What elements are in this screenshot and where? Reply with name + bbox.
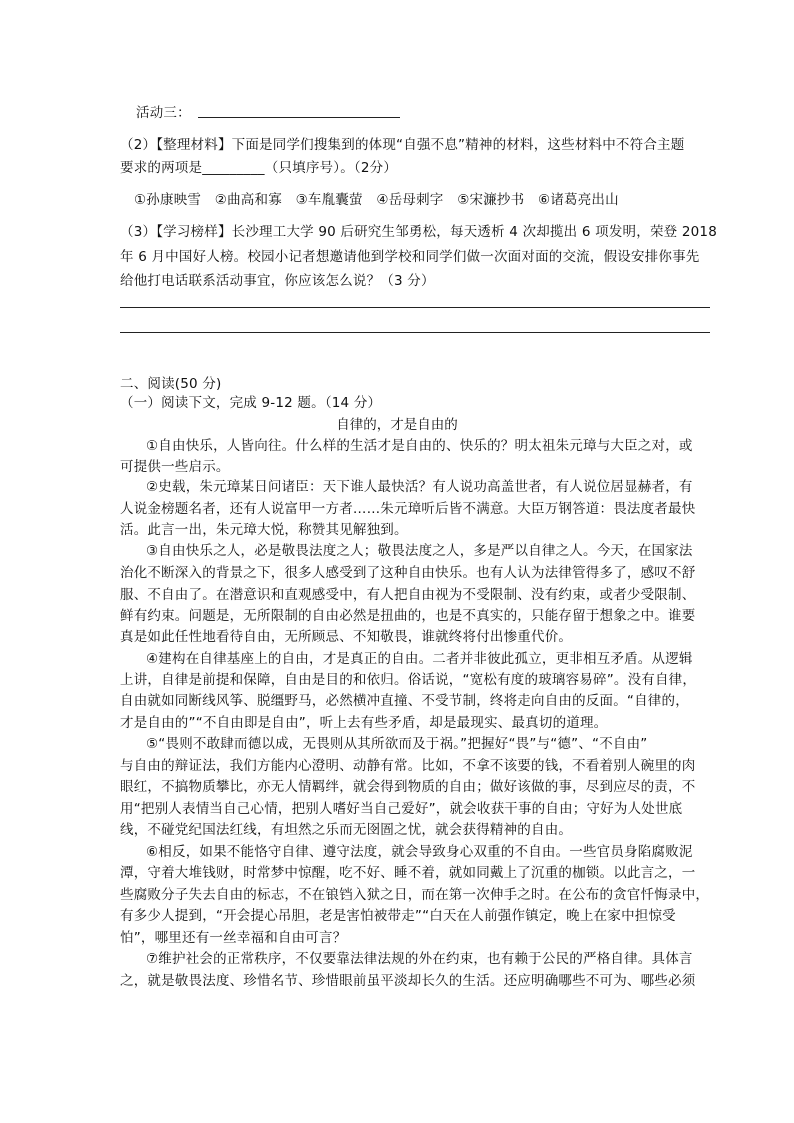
body-line: 服、不自由了。在潜意识和直观感受中，有人把自由视为不受限制、没有约束，或者少受限制、 <box>120 587 696 603</box>
q3-answer-line-1[interactable] <box>120 307 710 308</box>
section-heading: 二、阅读(50 分) <box>120 376 222 392</box>
body-line: ①自由快乐，人皆向往。什么样的生活才是自由的、快乐的？明太祖朱元璋与大臣之对，或 <box>146 438 693 454</box>
body-line: ⑦维护社会的正常秩序，不仅要靠法律法规的外在约束，也有赖于公民的严格自律。具体言 <box>146 951 693 967</box>
body-line: 真是如此任性地看待自由，无所顾忌、不知敬畏，谁就终将付出惨重代价。 <box>120 629 573 645</box>
body-line: ③自由快乐之人，必是敬畏法度之人；敬畏法度之人，多是严以自律之人。今天，在国家法 <box>146 543 693 559</box>
body-line: 治化不断深入的背景之下，很多人感受到了这种自由快乐。也有人认为法律管得多了，感叹不舒 <box>120 565 696 581</box>
body-line: 鲜有约束。问题是，无所限制的自由必然是扭曲的，也是不真实的，只能存留于想象之中。谁要 <box>120 608 696 624</box>
q2-line-1: （2）【整理材料】下面是同学们搜集到的体现“自强不息”精神的材料，这些材料中不符合主题 <box>120 137 685 153</box>
body-line: ⑥相反，如果不能恪守自律、遵守法度，就会导致身心双重的不自由。一些官员身陷腐败泥 <box>146 844 693 860</box>
body-line: 线，不碰党纪国法红线，有坦然之乐而无囹圄之忧，就会获得精神的自由。 <box>120 822 573 838</box>
q3-line-2: 年 6 月中国好人榜。校园小记者想邀请他到学校和同学们做一次面对面的交流，假设安排你事先 <box>120 249 700 265</box>
body-line: 潭，守着大堆钱财，时常梦中惊醒，吃不好、睡不着，就如同戴上了沉重的枷锁。以此言之，一 <box>120 865 696 881</box>
article-title: 自律的，才是自由的 <box>336 417 458 433</box>
q2-options: ①孙康映雪 ②曲高和寡 ③车胤囊萤 ④岳母刺字 ⑤宋濂抄书 ⑥诸葛亮出山 <box>134 192 619 208</box>
body-line: 眼红，不搞物质攀比，亦无人情羁绊，就会得到物质的自由；做好该做的事，尽到应尽的责，不 <box>120 779 696 795</box>
body-line: 上讲，自律是前提和保障，自由是目的和依归。俗话说，“宽松有度的玻璃容易碎”。没有自律， <box>120 672 697 688</box>
body-line: ④建构在自律基座上的自由，才是真正的自由。二者并非彼此孤立，更非相互矛盾。从逻辑 <box>146 651 693 667</box>
body-line: 用“把别人表情当自己心情，把别人嗜好当自己爱好”，就会收获干事的自由；守好为人处世底 <box>120 801 683 817</box>
activity3-label: 活动三： <box>136 105 191 121</box>
body-line: 人说金榜题名者，还有人说富甲一方者……朱元璋听后皆不满意。大臣万钢答道：畏法度者最快 <box>120 501 696 517</box>
q3-line-1: （3）【学习榜样】长沙理工大学 90 后研究生邹勇松，每天透析 4 次却揽出 6 项发明，荣登 2018 <box>120 224 717 240</box>
body-line: 才是自由的”“不自由即是自由”，听上去有些矛盾，却是最现实、最真切的道理。 <box>120 715 608 731</box>
q2-line-2: 要求的两项是_________（只填序号）。（2分） <box>120 160 398 176</box>
activity3-answer-line[interactable] <box>198 117 400 118</box>
section-subheading: （一）阅读下文，完成 9-12 题。（14 分） <box>120 395 382 411</box>
body-line: ②史载，朱元璋某日问诸臣：天下谁人最快活？有人说功高盖世者，有人说位居显赫者，有 <box>146 479 693 495</box>
body-line: 自由就如同断线风筝、脱缰野马，必然横冲直撞、不受节制，终将走向自由的反面。“自律的， <box>120 693 689 709</box>
body-line: 可提供一些启示。 <box>120 459 230 475</box>
body-line: 之，就是敬畏法度、珍惜名节、珍惜眼前虽平淡却长久的生活。还应明确哪些不可为、哪些必须 <box>120 973 696 989</box>
body-line: 些腐败分子失去自由的标志，不在锒铛入狱之日，而在第一次伸手之时。在公布的贪官忏悔录中， <box>120 887 710 903</box>
q3-line-3: 给他打电话联系活动事宜，你应该怎么说？（3 分） <box>120 273 435 289</box>
body-line: 与自由的辩证法，我们方能内心澄明、动静有常。比如，不拿不该要的钱，不看着别人碗里的肉 <box>120 758 696 774</box>
body-line: ⑤“畏则不敢肆而德以成，无畏则从其所欲而及于祸。”把握好“畏”与“德”、“不自由” <box>146 736 648 752</box>
q3-answer-line-2[interactable] <box>120 332 710 333</box>
body-line: 有多少人提到，“开会提心吊胆，老是害怕被带走”“白天在人前强作镇定，晚上在家中担惊受 <box>120 908 676 924</box>
body-line: 怕”，哪里还有一丝幸福和自由可言？ <box>120 930 347 946</box>
body-line: 活。此言一出，朱元璋大悦，称赞其见解独到。 <box>120 522 408 538</box>
